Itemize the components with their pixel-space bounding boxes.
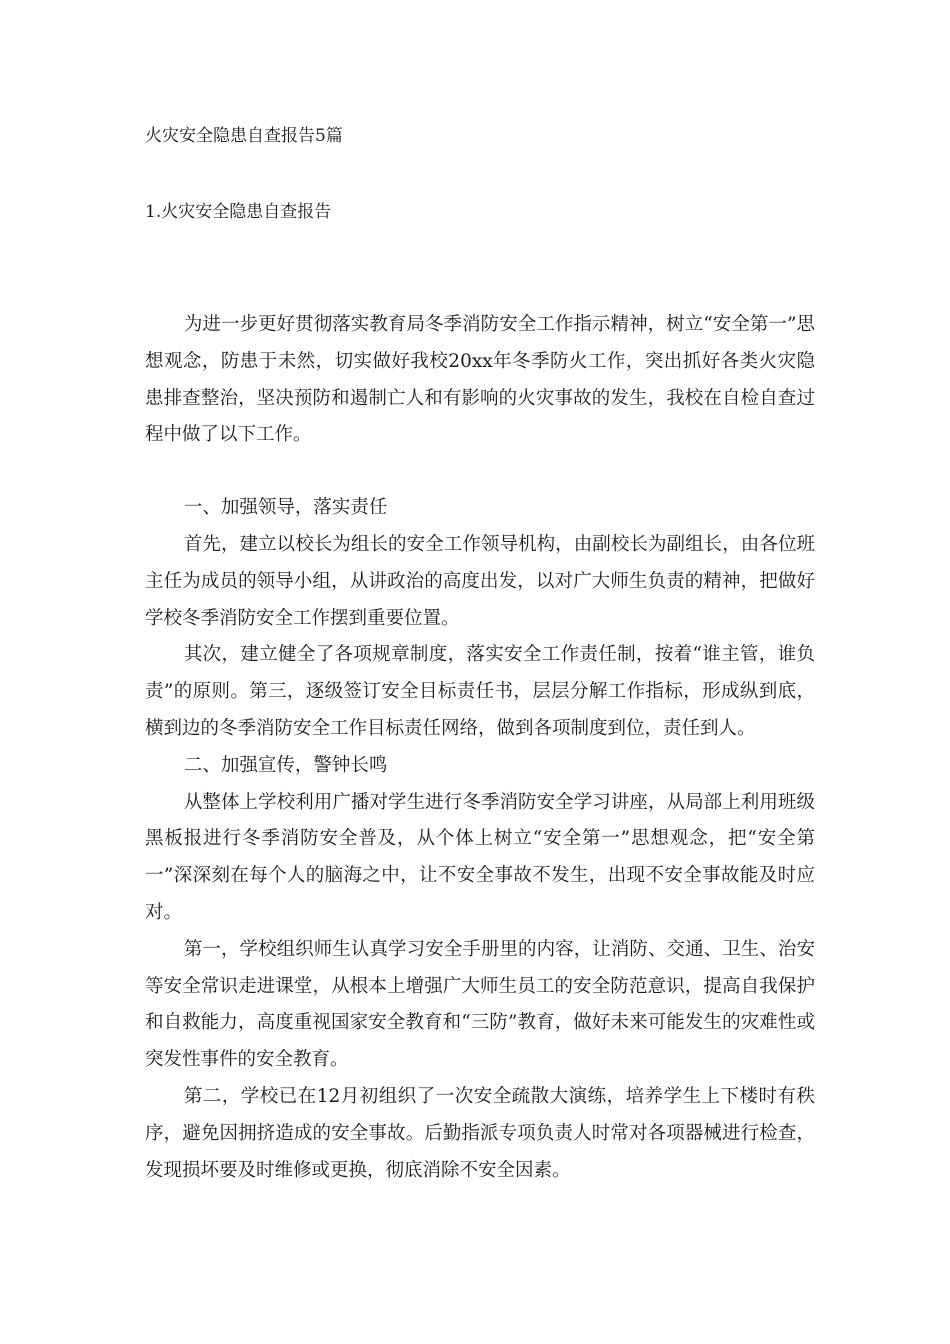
heading-leadership: 一、加强领导，落实责任	[183, 497, 388, 519]
paragraph-first: 首先，建立以校长为组长的安全工作领导机构，由副校长为副组长，由各位班主任为成员的领导小组，从讲政治的高度出发，以对广大师生负责的精神，把做好学校冬季消防安全工作摆到重要位置。	[145, 533, 815, 629]
section-title: 1.火灾安全隐患自查报告	[145, 202, 332, 222]
paragraph-intro: 为进一步更好贯彻落实教育局冬季消防安全工作指示精神，树立“安全第一”思想观念，防患于未然，切实做好我校20xx年冬季防火工作，突出抓好各类火灾隐患排查整治，坚决预防和遏制亡人和有影响的火灾事故的发生，我校在自检自查过程中做了以下工作。	[145, 314, 815, 446]
paragraph-drill: 第二，学校已在12月初组织了一次安全疏散大演练，培养学生上下楼时有秩序，避免因拥挤造成的安全事故。后勤指派专项负责人时常对各项器械进行检查，发现损坏要及时维修或更换，彻底消除不安全因素。	[145, 1085, 815, 1181]
paragraph-publicity: 从整体上学校利用广播对学生进行冬季消防安全学习讲座，从局部上利用班级黑板报进行冬季消防安全普及，从个体上树立“安全第一”思想观念，把“安全第一”深深刻在每个人的脑海之中，让不安全事故不发生，出现不安全事故能及时应对。	[145, 791, 815, 923]
paragraph-study: 第一，学校组织师生认真学习安全手册里的内容，让消防、交通、卫生、治安等安全常识走进课堂，从根本上增强广大师生员工的安全防范意识，提高自我保护和自救能力，高度重视国家安全教育和“三防”教育，做好未来可能发生的灾难性或突发性事件的安全教育。	[145, 938, 815, 1071]
paragraph-gap	[145, 454, 815, 490]
paragraph-second: 其次，建立健全了各项规章制度，落实安全工作责任制，按着“谁主管，谁负责”的原则。第三，逐级签订安全目标责任书，层层分解工作指标，形成纵到底，横到边的冬季消防安全工作目标责任网络，做到各项制度到位，责任到人。	[145, 644, 815, 739]
document-body	[145, 307, 815, 1189]
document-title: 火灾安全隐患自查报告5篇	[145, 126, 343, 146]
heading-publicity: 二、加强宣传，警钟长鸣	[183, 754, 388, 776]
